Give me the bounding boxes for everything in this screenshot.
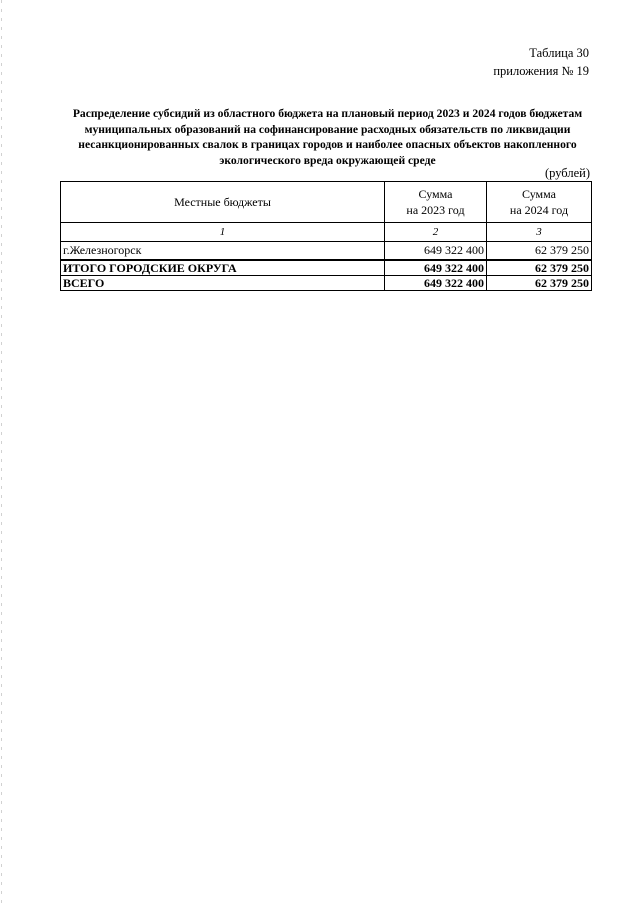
appendix-number: приложения № 19 (493, 64, 589, 78)
budget-name: ВСЕГО (61, 276, 385, 291)
title-line: Распределение субсидий из областного бюджета на плановый период 2023 и 2024 годов бюджетам (72, 107, 583, 120)
table-number: Таблица 30 (529, 46, 589, 60)
column-number: 2 (385, 223, 487, 242)
budget-name: ИТОГО ГОРОДСКИЕ ОКРУГА (61, 260, 385, 276)
budget-name: г.Железногорск (61, 242, 385, 261)
amount-2023: 649 322 400 (385, 242, 487, 261)
header-amount-2024-line2: на 2024 год (509, 203, 569, 217)
amount-2024: 62 379 250 (487, 242, 592, 261)
subsidy-table (60, 181, 592, 291)
table-row-total (61, 276, 592, 291)
column-number: 3 (487, 223, 592, 242)
title-line: несанкционированных свалок в границах городов и наиболее опасных объектов накопленного (78, 138, 577, 151)
title-line: муниципальных образований на софинансирование расходных обязательств по ликвидации (84, 122, 571, 136)
amount-2023: 649 322 400 (385, 260, 487, 276)
header-local-budgets: Местные бюджеты (61, 182, 385, 223)
amount-2023: 649 322 400 (385, 276, 487, 291)
table-header-row (61, 182, 592, 223)
amount-2024: 62 379 250 (487, 276, 592, 291)
amount-2024: 62 379 250 (487, 260, 592, 276)
table-row-subtotal (61, 260, 592, 276)
table-reference (493, 44, 589, 80)
document-title (60, 106, 595, 168)
column-number: 1 (61, 223, 385, 242)
page-scan-edge (1, 0, 2, 905)
units-label: (рублей) (544, 166, 590, 180)
column-number-row (61, 223, 592, 242)
header-amount-2023-line2: на 2023 год (406, 203, 465, 217)
title-line: экологического вреда окружающей среде (219, 153, 436, 167)
header-amount-2024 (487, 182, 592, 223)
table-row (61, 242, 592, 261)
header-amount-2023 (385, 182, 487, 223)
header-amount-2024-line1: Сумма (522, 187, 556, 201)
header-amount-2023-line1: Сумма (418, 187, 453, 201)
